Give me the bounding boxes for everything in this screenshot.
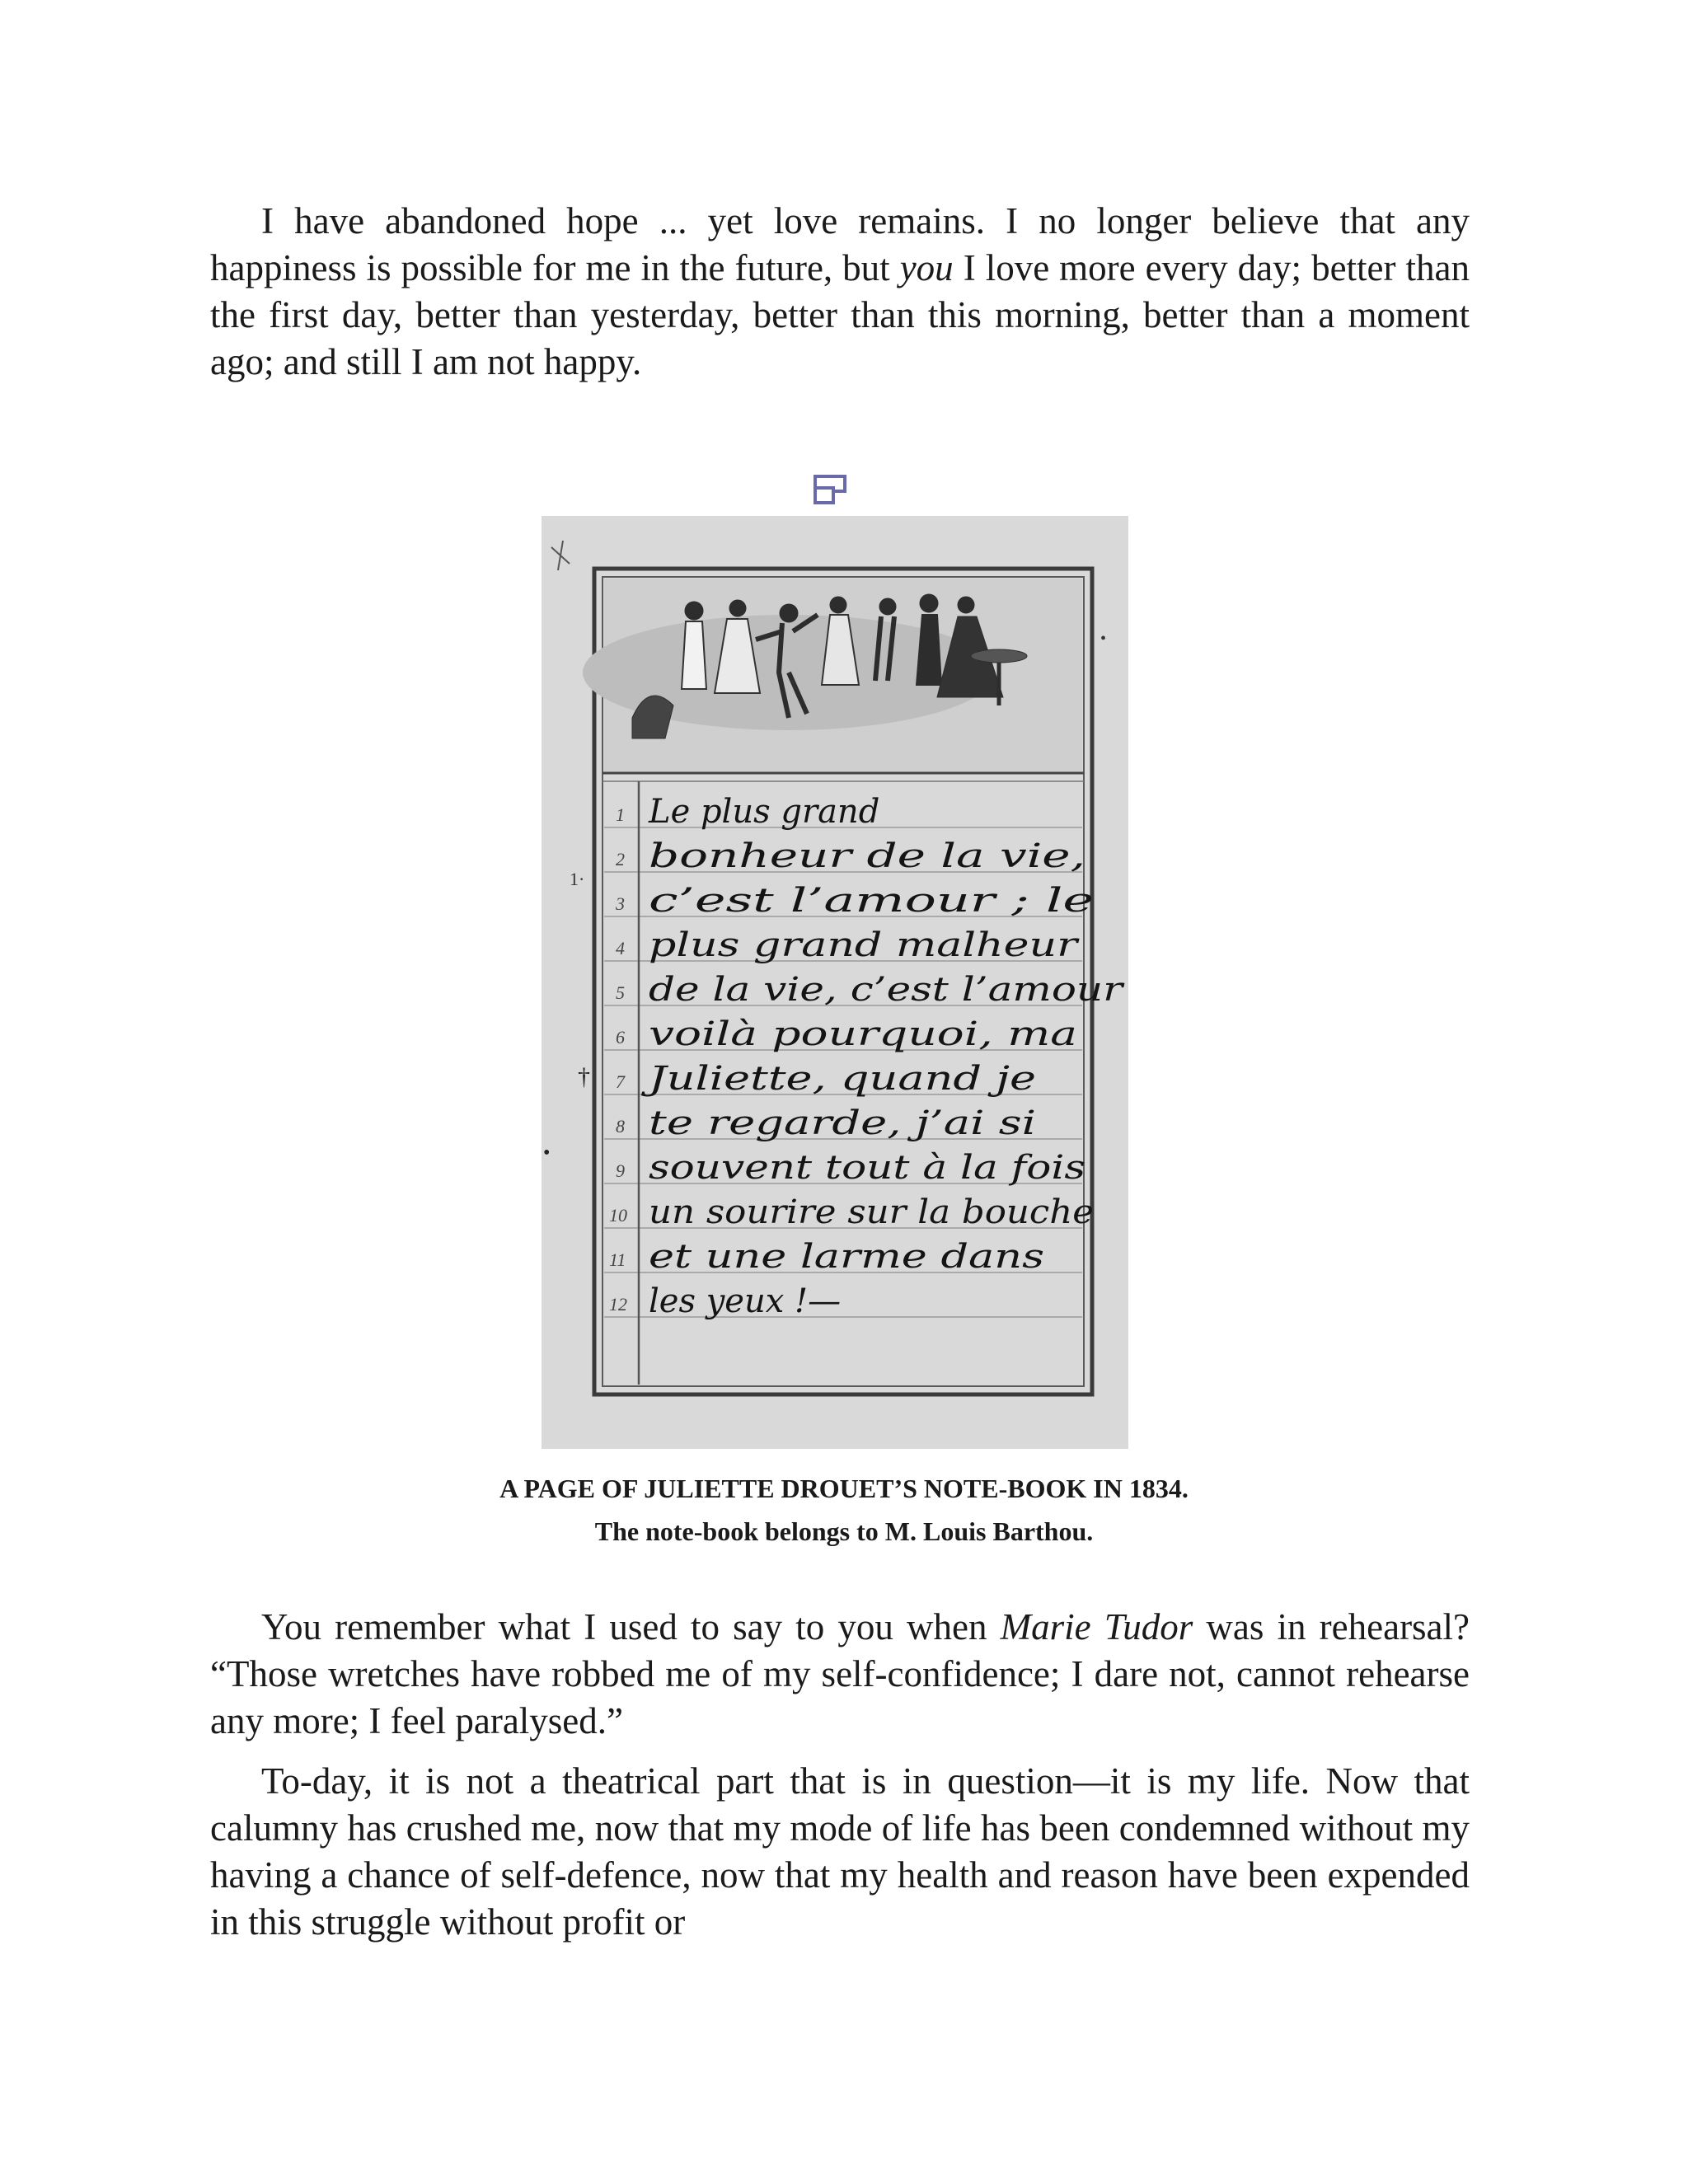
handwriting-line: un sourire sur la bouche xyxy=(649,1193,1094,1231)
para1-text-start: I have abandoned hope ... yet love remains. I no longer believe that any happiness is possible for me in the future, but xyxy=(210,200,1470,288)
image-link-icon[interactable] xyxy=(812,473,853,506)
svg-text:•: • xyxy=(543,1142,551,1164)
svg-text:•: • xyxy=(1100,630,1107,648)
handwriting-line: et une larme dans xyxy=(649,1238,1044,1276)
handwriting-line: de la vie, c’est l’amour xyxy=(649,971,1126,1009)
line-number: 1 xyxy=(616,804,625,825)
line-number: 8 xyxy=(616,1116,625,1137)
notebook-page-figure xyxy=(542,516,1128,1449)
line-number: 7 xyxy=(616,1071,625,1092)
para1-text-end: I love more every day; better than the first day, better than yesterday, better than this morning, better than a moment ago; and still I am not happy. xyxy=(210,247,1470,382)
line-number: 10 xyxy=(609,1205,627,1226)
figure-caption-title: A PAGE OF JULIETTE DROUET’S NOTE-BOOK IN 1834. xyxy=(499,1474,1189,1503)
handwriting-line: plus grand malheur xyxy=(649,926,1081,964)
line-number: 2 xyxy=(616,849,625,869)
line-number: 11 xyxy=(609,1249,626,1270)
handwriting-line: bonheur de la vie, xyxy=(649,837,1085,875)
para1-emphasis: you xyxy=(899,247,954,288)
handwriting-line: c’est l’amour ; le xyxy=(649,882,1094,920)
handwriting-line: les yeux !— xyxy=(649,1282,842,1320)
line-number: 6 xyxy=(616,1027,625,1047)
para2-emphasis: Marie Tudor xyxy=(1000,1606,1193,1647)
para2-text-start: You remember what I used to say to you when xyxy=(261,1606,1001,1647)
line-number: 5 xyxy=(616,982,625,1003)
handwriting-line: te regarde, j’ai si xyxy=(649,1104,1036,1142)
para2-text-end: was in rehearsal? “Those wretches have robbed me of my self-confidence; I dare not, cannot rehearse any more; I feel paralysed.” xyxy=(210,1606,1470,1741)
line-number: 12 xyxy=(609,1294,627,1315)
line-number: 3 xyxy=(616,893,625,914)
svg-text:1·: 1· xyxy=(570,869,585,889)
line-number: 9 xyxy=(616,1160,625,1181)
handwriting-line: Juliette, quand je xyxy=(640,1060,1036,1098)
figure-caption-credit: The note-book belongs to M. Louis Barthou. xyxy=(594,1516,1094,1546)
handwriting-line: Le plus grand xyxy=(649,793,880,831)
paragraph-today: To-day, it is not a theatrical part that is in question—it is my life. Now that calumny has crushed me, now that my mode of life has been condemned without my having a chance of self-defence, now that my health and reason have been expended in this struggle without profit or xyxy=(210,1760,1470,1943)
handwriting-line: voilà pourquoi, ma xyxy=(649,1015,1077,1053)
paragraph-rehearsal xyxy=(210,1604,1470,1745)
paragraph-hope xyxy=(210,198,1470,386)
svg-text:†: † xyxy=(578,1063,590,1090)
notebook-illustration xyxy=(542,516,1128,1449)
handwriting-line: souvent tout à la fois xyxy=(649,1149,1085,1187)
line-number: 4 xyxy=(616,938,625,958)
